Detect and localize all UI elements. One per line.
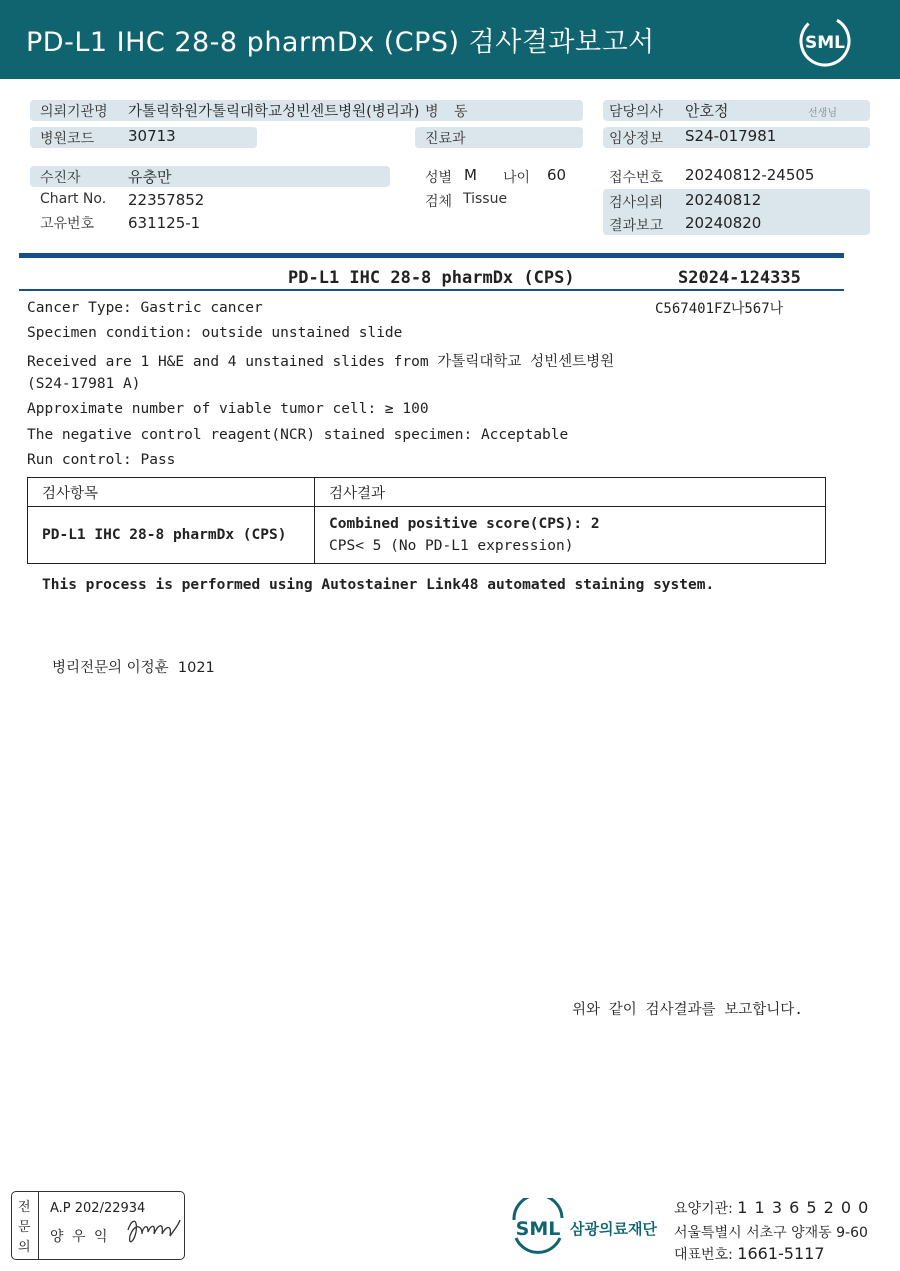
table-header-row (28, 478, 826, 507)
ward-suffix: 동 (454, 104, 468, 120)
age-value: 60 (547, 166, 567, 184)
sml-logo-icon (798, 14, 852, 68)
ap-number: A.P 202/22934 (50, 1201, 146, 1216)
request-value: 20240812 (685, 191, 762, 209)
stamp-char-3: 의 (18, 1240, 31, 1255)
sex-label: 성별 (425, 170, 453, 186)
report-title: PD-L1 IHC 28-8 pharmDx (CPS) 검사결과보고서 (26, 27, 655, 58)
col-header-result: 검사결과 (315, 478, 826, 507)
result-cell (315, 507, 826, 564)
phone-label: 대표번호: (674, 1247, 733, 1263)
request-label: 검사의뢰 (609, 195, 664, 211)
chart-value: 22357852 (128, 191, 205, 209)
handwritten-signature-icon (124, 1206, 182, 1250)
age-label: 나이 (503, 170, 531, 186)
line-cancer-type: Cancer Type: Gastric cancer (27, 300, 263, 316)
phone-value: 1661-5117 (737, 1244, 825, 1263)
table-row (28, 507, 826, 564)
patient-row-bg (30, 166, 390, 187)
report-date-value: 20240820 (685, 214, 762, 232)
report-test-name: PD-L1 IHC 28-8 pharmDx (CPS) (288, 268, 575, 288)
foundation-name: 삼광의료재단 (570, 1220, 657, 1238)
hospital-code-label: 병원코드 (40, 131, 95, 147)
result-item: PD-L1 IHC 28-8 pharmDx (CPS) (28, 507, 315, 564)
specimen-label: 검체 (425, 194, 453, 210)
result-cps-score: Combined positive score(CPS): 2 (329, 516, 600, 532)
phone-row (674, 1244, 825, 1264)
ward-label: 병 (425, 104, 439, 120)
institution-value: 가톨릭학원가톨릭대학교성빈센트병원(병리과) (128, 104, 420, 120)
clinical-value: S24-017981 (685, 127, 777, 145)
svg-text:SML: SML (805, 33, 845, 53)
uid-value: 631125-1 (128, 214, 201, 232)
doctor-label: 담당의사 (609, 104, 664, 120)
svg-text:SML: SML (515, 1218, 561, 1240)
result-table (27, 477, 826, 564)
sex-value: M (464, 166, 477, 184)
agency-label: 요양기관: (674, 1201, 733, 1217)
uid-label: 고유번호 (40, 216, 95, 232)
receipt-label: 접수번호 (609, 170, 664, 186)
section-divider (19, 253, 844, 258)
agency-row (674, 1198, 869, 1218)
doctor-value: 안호정 (685, 102, 729, 120)
line-tumor-cell: Approximate number of viable tumor cell: ≥ 100 (27, 401, 429, 417)
signature-stamp-box (11, 1191, 185, 1260)
signer-name: 양 우 익 (50, 1229, 110, 1245)
specimen-value: Tissue (463, 191, 508, 207)
patient-value: 유충만 (128, 168, 172, 186)
receipt-value: 20240812-24505 (685, 166, 815, 184)
section-divider-thin (19, 289, 844, 291)
agency-value: 1 1 3 6 5 2 0 0 (737, 1198, 870, 1217)
result-cps-interpretation: CPS< 5 (No PD-L1 expression) (329, 538, 574, 554)
patient-label: 수진자 (40, 170, 81, 186)
report-case-no: S2024-124335 (678, 268, 801, 288)
line-slide-id: (S24-17981 A) (27, 376, 141, 392)
report-code: C567401FZ나567나 (655, 301, 784, 317)
institution-label: 의뢰기관명 (40, 104, 108, 120)
stamp-char-1: 전 (18, 1200, 31, 1215)
clinical-label: 임상정보 (609, 131, 664, 147)
hospital-code-value: 30713 (128, 127, 176, 145)
pathologist-signature: 병리전문의 이정훈 1021 (52, 660, 215, 676)
dept-label: 진료과 (425, 131, 466, 147)
stamp-label-column (12, 1192, 39, 1259)
doctor-title: 선생님 (808, 108, 837, 119)
closing-statement: 위와 같이 검사결과를 보고합니다. (572, 1002, 804, 1018)
line-specimen-condition: Specimen condition: outside unstained slide (27, 325, 403, 341)
report-date-label: 결과보고 (609, 218, 664, 234)
foundation-address: 서울특별시 서초구 양재동 9-60 (674, 1225, 868, 1241)
col-header-item: 검사항목 (28, 478, 315, 507)
process-note: This process is performed using Autostainer Link48 automated staining system. (42, 577, 715, 593)
foundation-logo-icon (508, 1198, 568, 1256)
line-ncr: The negative control reagent(NCR) stained specimen: Acceptable (27, 427, 569, 443)
line-run-control: Run control: Pass (27, 452, 176, 468)
line-received: Received are 1 H&E and 4 unstained slides from 가톨릭대학교 성빈센트병원 (27, 354, 615, 370)
header-bar (0, 0, 900, 79)
chart-label: Chart No. (40, 191, 107, 207)
stamp-char-2: 문 (18, 1220, 31, 1235)
